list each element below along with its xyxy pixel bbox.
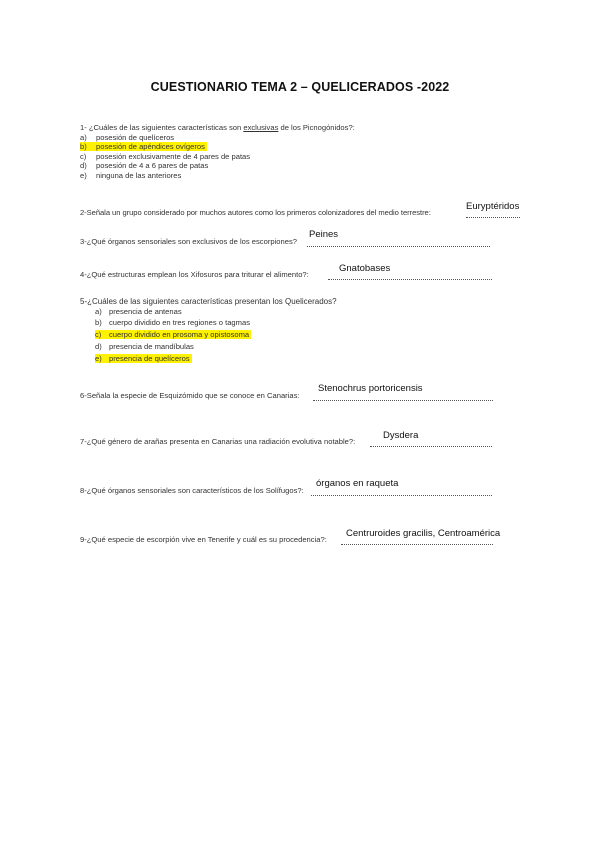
q1-option-d: d) posesión de 4 a 6 pares de patas	[80, 161, 209, 170]
page-title: CUESTIONARIO TEMA 2 – QUELICERADOS -2022	[150, 80, 450, 94]
q5-option-d: d) presencia de mandíbulas	[95, 342, 194, 351]
q3-answer: Peines	[309, 229, 339, 240]
question-6: 6-Señala la especie de Esquizómido que se conoce en Canarias:	[80, 391, 300, 400]
question-5: 5-¿Cuáles de las siguientes características presentan los Quelicerados?	[80, 297, 337, 306]
q7-answer: Dysdera	[383, 430, 419, 441]
q6-answer: Stenochrus portoricensis	[318, 383, 423, 394]
q1-option-a: a) posesión de quelíceros	[80, 133, 175, 142]
q7-answer-line	[370, 446, 492, 447]
q2-answer: Euryptéridos	[466, 201, 520, 212]
question-4: 4-¿Qué estructuras emplean los Xifosuros para triturar el alimento?:	[80, 270, 309, 279]
q4-answer: Gnatobases	[339, 263, 391, 274]
q9-answer-line	[341, 544, 493, 545]
q5-option-c: c) cuerpo dividido en prosoma y opistosoma	[95, 330, 250, 339]
q5-option-a: a) presencia de antenas	[95, 307, 182, 316]
q5-option-b: b) cuerpo dividido en tres regiones o tagmas	[95, 318, 250, 327]
q8-answer: órganos en raqueta	[316, 478, 399, 489]
question-3: 3-¿Qué órganos sensoriales son exclusivos de los escorpiones?	[80, 237, 297, 246]
q1-prefix: 1- ¿Cuáles de las siguientes características son	[80, 123, 244, 132]
q4-answer-line	[328, 279, 492, 280]
q9-answer: Centruroides gracilis, Centroamérica	[346, 528, 501, 539]
q8-answer-line	[311, 495, 492, 496]
question-7: 7-¿Qué género de arañas presenta en Canarias una radiación evolutiva notable?:	[80, 437, 356, 446]
q1-option-b: b) posesión de apéndices ovígeros	[80, 142, 205, 151]
q1-suffix: de los Picnogónidos?:	[278, 123, 355, 132]
q1-underlined: exclusivas	[243, 123, 279, 132]
question-2: 2-Señala un grupo considerado por muchos autores como los primeros colonizadores del medio terrestre:	[80, 208, 431, 217]
q1-option-c: c) posesión exclusivamente de 4 pares de patas	[80, 152, 251, 161]
q2-answer-line	[466, 217, 520, 218]
q3-answer-line	[307, 246, 490, 247]
q5-option-e: e) presencia de quelíceros	[95, 354, 190, 363]
q6-answer-line	[313, 400, 493, 401]
question-9: 9-¿Qué especie de escorpión vive en Tenerife y cuál es su procedencia?:	[80, 535, 327, 544]
q1-option-e: e) ninguna de las anteriores	[80, 171, 182, 180]
question-8: 8-¿Qué órganos sensoriales son característicos de los Solífugos?:	[80, 486, 304, 495]
question-1	[80, 123, 355, 133]
